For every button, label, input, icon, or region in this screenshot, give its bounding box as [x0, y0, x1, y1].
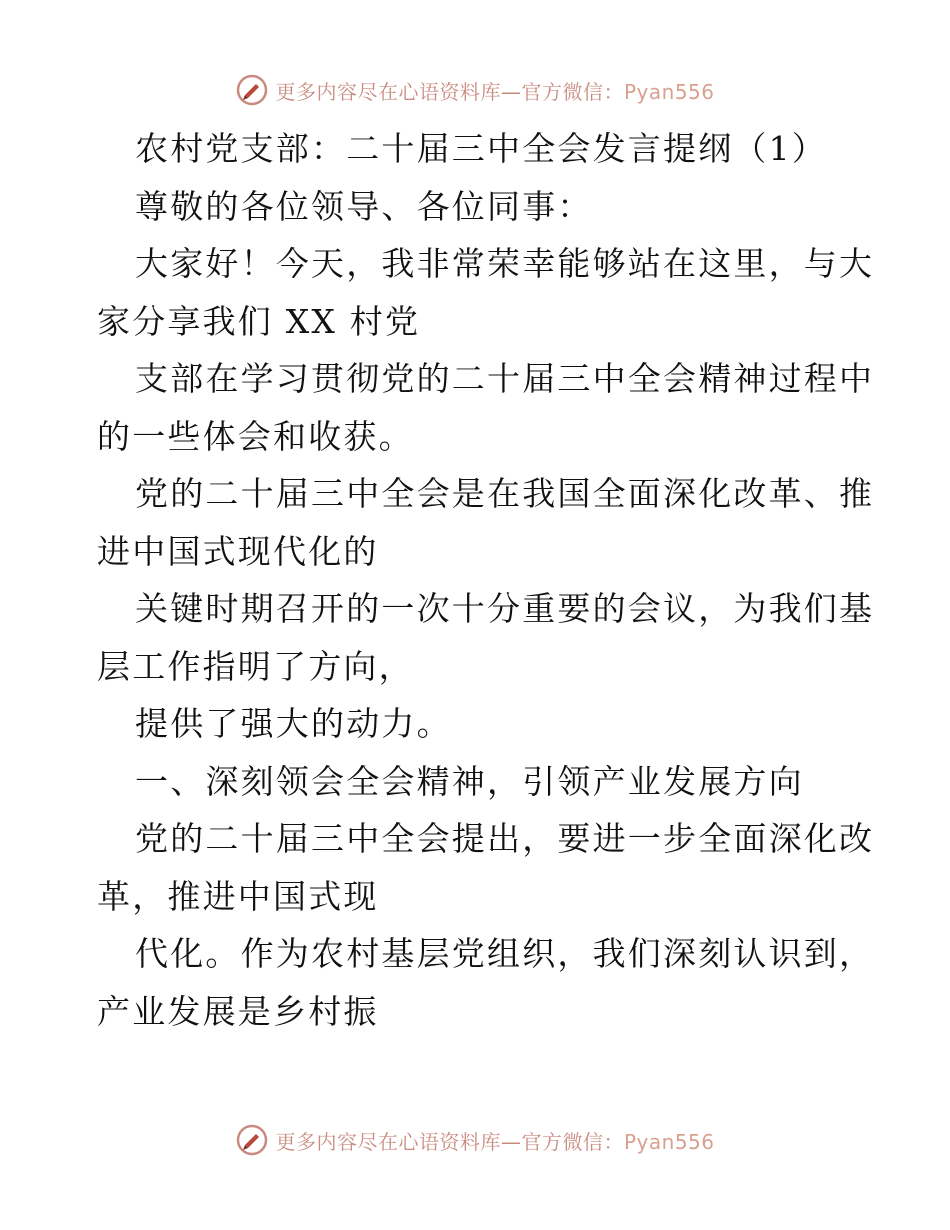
- text-line: 代化。作为农村基层党组织，我们深刻认识到，: [135, 934, 875, 973]
- document-body: [97, 120, 875, 1040]
- text-line: 进中国式现代化的: [97, 531, 379, 571]
- pen-circle-logo-icon: [235, 73, 269, 107]
- text-line: 支部在学习贯彻党的二十届三中全会精神过程中: [135, 359, 875, 398]
- text-line: 提供了强大的动力。: [135, 704, 452, 743]
- text-line: 家分享我们 XX 村党: [97, 301, 421, 341]
- pen-circle-logo-icon: [235, 1123, 269, 1157]
- text-line: 尊敬的各位领导、各位同事：: [135, 186, 593, 226]
- text-line: 农村党支部：二十届三中全会发言提纲（1）: [135, 129, 827, 168]
- watermark-header: [0, 70, 950, 110]
- watermark-id: Pyan556: [623, 1129, 715, 1154]
- text-line: 层工作指明了方向，: [97, 646, 414, 686]
- text-line: 党的二十届三中全会提出，要进一步全面深化改: [135, 819, 875, 858]
- text-line: 关键时期召开的一次十分重要的会议，为我们基: [135, 589, 875, 628]
- text-line: 大家好！今天，我非常荣幸能够站在这里，与大: [135, 244, 875, 283]
- text-line: 党的二十届三中全会是在我国全面深化改革、推: [135, 474, 875, 513]
- watermark-id: Pyan556: [623, 79, 715, 104]
- text-line: 革，推进中国式现: [97, 876, 379, 916]
- text-line: 产业发展是乡村振: [97, 991, 379, 1031]
- text-line: 的一些体会和收获。: [97, 416, 414, 456]
- watermark-text: 更多内容尽在心语资料库—官方微信：: [275, 1129, 624, 1154]
- watermark-text: 更多内容尽在心语资料库—官方微信：: [275, 79, 624, 104]
- watermark-footer: [0, 1120, 950, 1160]
- text-line: 一、深刻领会全会精神，引领产业发展方向: [135, 761, 804, 801]
